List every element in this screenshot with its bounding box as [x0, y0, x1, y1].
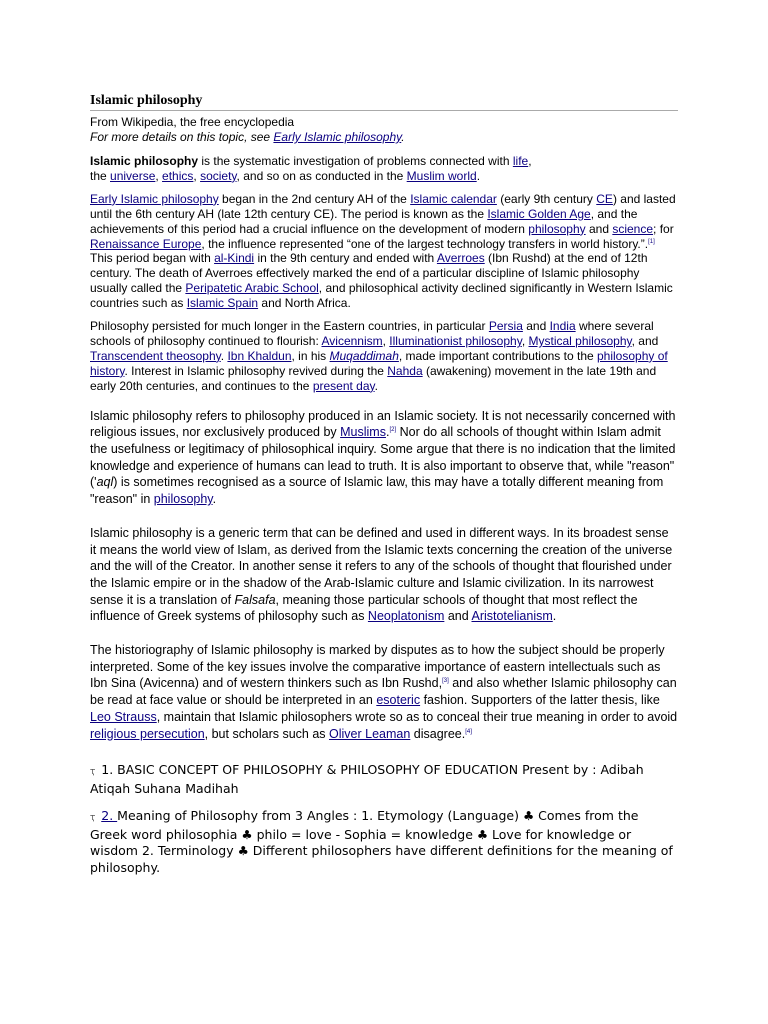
link-philosophy-of-history[interactable]: philosophy of history [90, 348, 668, 378]
link-al-kindi[interactable]: al-Kindi [214, 251, 255, 266]
link-leo-strauss[interactable]: Leo Strauss [90, 709, 157, 724]
link-renaissance-europe[interactable]: Renaissance Europe [90, 236, 202, 251]
link-neoplatonism[interactable]: Neoplatonism [367, 609, 445, 624]
bullet-glyph-icon: ҭ [90, 767, 96, 778]
paragraph-eastern: Philosophy persisted for much longer in the Eastern countries, in particular Persia and India where several schools of philosophy continued to flourish: Avicennism, Illuminationist philosophy, Mystical philosophy, and Transcendent theosophy. Ibn Khaldun, in his Muqaddimah, made important contributions to the philosophy of history. Interest in Islamic philosophy revived during the Nahda (awakening) movement in the late 19th and early 20th centuries, and continues to the present day. [90, 319, 668, 393]
link-persia[interactable]: Persia [488, 319, 523, 334]
link-islamic-spain[interactable]: Islamic Spain [186, 296, 259, 311]
citation-4[interactable]: [4] [465, 728, 472, 735]
link-early-islamic-philosophy[interactable]: Early Islamic philosophy [273, 130, 402, 144]
link-society[interactable]: society [200, 168, 237, 183]
paragraph-early-period: Early Islamic philosophy began in the 2nd century AH of the Islamic calendar (early 9th century CE) and lasted until the 6th century AH (late 12th century CE). The period is known as the Islamic Golden Age, and the achievements of this period had a crucial influence on the development of modern philosophy and science; for Renaissance Europe, the influence represented “one of the largest technology transfers in world history.”.[1] This period began with al-Kindi in the 9th century and ended with Averroes (Ibn Rushd) at the end of 12th century. The death of Averroes effectively marked the end of a particular discipline of Islamic philosophy usually called the Peripatetic Arabic School, and philosophical activity declined significantly in Western Islamic countries such as Islamic Spain and North Africa. [90, 191, 676, 311]
link-early-islamic-philosophy-2[interactable]: Early Islamic philosophy [90, 191, 219, 206]
link-mystical-philosophy[interactable]: Mystical philosophy [528, 333, 632, 348]
link-islamic-calendar[interactable]: Islamic calendar [410, 191, 497, 206]
link-muslims[interactable]: Muslims [340, 425, 386, 440]
link-philosophy-2[interactable]: philosophy [153, 492, 213, 507]
link-nahda[interactable]: Nahda [387, 363, 423, 378]
link-avicennism[interactable]: Avicennism [321, 333, 383, 348]
link-universe[interactable]: universe [110, 168, 156, 183]
hatnote: For more details on this topic, see Early Islamic philosophy. [90, 130, 405, 144]
link-peripatetic-school[interactable]: Peripatetic Arabic School [185, 281, 319, 296]
link-present-day[interactable]: present day [312, 378, 375, 393]
link-aristotelianism[interactable]: Aristotelianism [471, 609, 553, 624]
paragraph-generic-term: Islamic philosophy is a generic term that can be defined and used in different ways. In its broadest sense it means the world view of Islam, as derived from the Islamic texts concerning the creation of the universe and the will of the Creator. In another sense it refers to any of the schools of thought that flourished under the Islamic empire or in the shadow of the Arab-Islamic culture and Islamic civilization. In its narrowest sense it is a translation of Falsafa, meaning those particular schools of thought that most reflect the influence of Greek systems of philosophy such as Neoplatonism and Aristotelianism. [90, 525, 673, 624]
citation-1[interactable]: [1] [648, 238, 655, 245]
link-muqaddimah[interactable]: Muqaddimah [329, 348, 399, 363]
link-philosophy[interactable]: philosophy [528, 221, 586, 236]
link-india[interactable]: India [549, 319, 576, 334]
link-transcendent-theosophy[interactable]: Transcendent theosophy [90, 348, 221, 363]
bullet-glyph-icon: ҭ [90, 812, 96, 823]
paragraph-definition: Islamic philosophy refers to philosophy produced in an Islamic society. It is not necessarily concerned with religious issues, nor exclusively produced by Muslims.[2] Nor do all schools of thought within Islam admit the usefulness or legitimacy of philosophical inquiry. Some argue that there is no indication that the limited knowledge and experience of humans can lead to truth. It is also important to observe that, while "reason" ('aql) is sometimes recognised as a source of Islamic law, this may have a totally different meaning from "reason" in philosophy. [90, 408, 676, 507]
link-science[interactable]: science [612, 221, 654, 236]
article-content [90, 92, 678, 877]
link-ce[interactable]: CE [596, 191, 613, 206]
link-esoteric[interactable]: esoteric [376, 693, 421, 708]
paragraph-intro: Islamic philosophy is the systematic investigation of problems connected with life, the universe, ethics, society, and so on as conducted in the Muslim world. [90, 154, 532, 183]
citation-2[interactable]: [2] [389, 427, 397, 434]
link-illuminationist[interactable]: Illuminationist philosophy [389, 333, 522, 348]
link-ibn-khaldun[interactable]: Ibn Khaldun [227, 348, 292, 363]
link-oliver-leaman[interactable]: Oliver Leaman [329, 726, 411, 741]
page-subtitle: From Wikipedia, the free encyclopedia [90, 115, 295, 129]
link-religious-persecution[interactable]: religious persecution [90, 726, 205, 741]
slide-item-1: ҭ 1. BASIC CONCEPT OF PHILOSOPHY & PHILOSOPHY OF EDUCATION Present by : Adibah Atiqah Suhana Madihah [90, 762, 644, 797]
link-muslim-world[interactable]: Muslim world [406, 168, 477, 183]
slide-item-2: ҭ 2. Meaning of Philosophy from 3 Angles : 1. Etymology (Language) ♣ Comes from the Greek word philosophia ♣ philo = love - Sophia = knowledge ♣ Love for knowledge or wisdom 2. Terminology ♣ Different philosophers have different definitions for the meaning of philosophy. [90, 807, 673, 876]
paragraph-historiography: The historiography of Islamic philosophy is marked by disputes as to how the subject should be properly interpreted. Some of the key issues involve the comparative importance of eastern intellectuals such as Ibn Sina (Avicenna) and of western thinkers such as Ibn Rushd,[3] and also whether Islamic philosophy can be read at face value or should be interpreted in an esoteric fashion. Supporters of the latter thesis, like Leo Strauss, maintain that Islamic philosophers wrote so as to conceal their true meaning in order to avoid religious persecution, but scholars such as Oliver Leaman disagree.[4] [90, 643, 678, 741]
link-islamic-golden-age[interactable]: Islamic Golden Age [487, 206, 591, 221]
link-slide-2[interactable]: 2. [101, 807, 118, 823]
citation-3[interactable]: [3] [442, 678, 449, 685]
link-ethics[interactable]: ethics [162, 168, 194, 183]
link-averroes[interactable]: Averroes [436, 251, 485, 266]
link-life[interactable]: life [512, 154, 529, 168]
page-title: Islamic philosophy [90, 92, 678, 111]
